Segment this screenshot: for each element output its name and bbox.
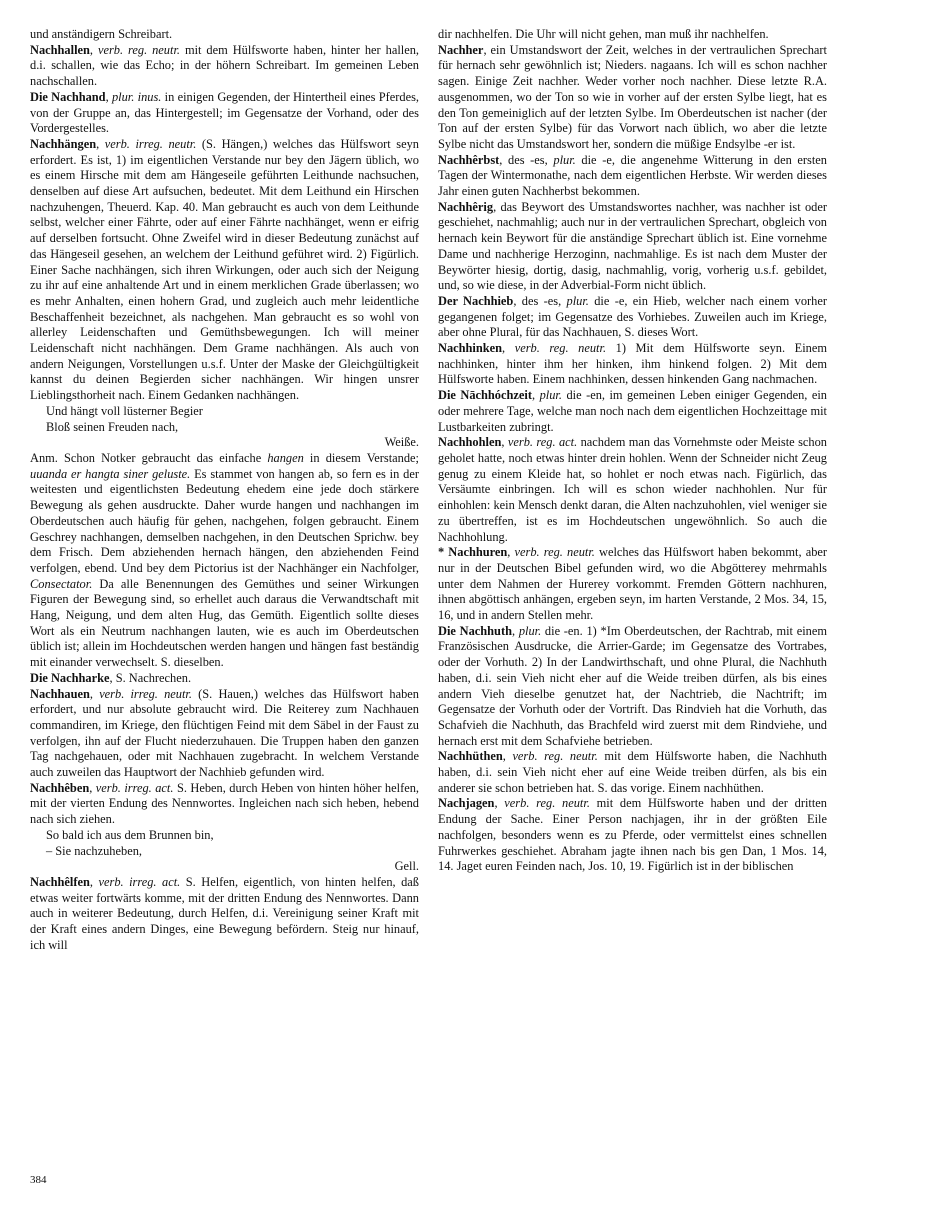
dictionary-entry	[30, 43, 419, 90]
entry-text: dir nachhelfen. Die Uhr will nicht gehen, man muß ihr nachhelfen.	[438, 27, 769, 41]
page-number: 384	[30, 1174, 47, 1186]
grammar-label: Consectator.	[30, 576, 93, 591]
entry-text: ,	[502, 341, 515, 356]
headword: Die Nāchhóchzeit	[438, 388, 532, 403]
headword: Der Nachhieb	[438, 293, 514, 308]
dictionary-entry	[438, 435, 827, 545]
headword: Nachher	[438, 42, 484, 57]
entry-text: S. Helfen, eigentlich, von hinten helfen, daß etwas weiter fortwärts komme, mit der dritten Endung des Nennwortes. Dann auch in weiterer Bedeutung, durch Helfen, d.i. Vereinigung seiner Kraft mit der Kraft eines andern Dinges, eine Bewegung befördern. Steig nur hinauf, ich will	[30, 874, 420, 952]
left-column	[30, 27, 419, 953]
entry-text: und anständigern Schreibart.	[30, 27, 173, 41]
entry-text: ,	[507, 545, 515, 560]
text-paragraph	[438, 27, 827, 43]
headword: Die Nachhand	[30, 89, 106, 104]
grammar-label: verb. reg. neutr.	[512, 749, 598, 764]
dictionary-entry	[438, 749, 827, 796]
entry-text: , ein Umstandswort der Zeit, welches in der vertraulichen Sprechart für hernach sehr gewöhnlich ist; Nieders. nagaans. Ich will es schon nachher sagen. Einige Zeit nachher. Weder vorher noch nachher. Diese letzte R.A. ausgenommen, wo der Ton so wie in vorher auf der ersten Sylbe liegt, hat es den Ton gemeiniglich auf der letzten Sylbe. Im Oberdeutschen ist nacher (der Ton auf der ersten Sylbe) für das Vorwort nach üblich, wo aber die letzte Sylbe nicht das Umstandswort her, sondern die müßige Endsylbe -er ist.	[438, 42, 827, 151]
entry-text: ,	[494, 796, 505, 811]
grammar-label: verb. reg. neutr.	[504, 796, 590, 811]
headword: Nachhêrig	[438, 199, 494, 214]
entry-text: in einigen Gegenden, der Hintertheil eines Pferdes, von der Gruppe an, das Hintergestell; im Gegensatze der Vorhand, oder des Vordergestelles.	[30, 89, 420, 136]
text-paragraph	[30, 451, 419, 671]
entry-text: Da alle Benennungen des Gemüthes und seiner Wirkungen Figuren der Bewegung sind, so erhellet auch daraus die Verwandtschaft mit Hang, Neigung, und dem alten Hug, das Gemüth. Eigentlich sollte dieses Wort als ein Neutrum nachhangen lauten, wie es auch im Oberdeutschen üblich ist; allein im Hochdeutschen werden hangen und hängen fast beständig mit einander verwechselt. S. dieselben.	[30, 576, 419, 670]
entry-text: Gell.	[394, 859, 419, 874]
entry-text: (S. Hauen,) welches das Hülfswort haben erfordert, und nur absolute gebraucht wird. Die Reiterey zum Nachhauen commandiren, im Kriege, den flüchtigen Feind mit dem Säbel in der Faust zu verfolgen, ihn auf der Flucht niederzuhauen. Die Truppen haben den ganzen Tag nachgehauen, oder mit Nachhauen zugebracht. In welchem Verstande auch zuweilen das Hauptwort der Nachhieb gefunden wird.	[30, 686, 419, 780]
grammar-label: plur.	[553, 152, 576, 167]
entry-text: ,	[511, 623, 519, 638]
entry-text: ,	[501, 435, 508, 450]
entry-text: S. Heben, durch Heben von hinten höher helfen, mit der vierten Endung des Nennwortes. Ingleichen nach sich heben, hebend nach sich ziehen.	[30, 780, 419, 827]
dictionary-entry	[438, 341, 827, 388]
entry-text: ,	[96, 136, 105, 151]
grammar-label: plur. inus.	[111, 89, 162, 104]
entry-text: ,	[89, 686, 100, 701]
headword: Nachhüthen	[438, 749, 503, 764]
dictionary-entry	[438, 43, 827, 153]
grammar-label: verb. irreg. neutr.	[99, 686, 192, 701]
verse-line	[30, 828, 419, 844]
entry-text: , des -es,	[499, 152, 554, 167]
entry-text: in diesem Verstande;	[303, 450, 419, 465]
dictionary-entry	[30, 687, 419, 781]
headword: Nachhêrbst	[438, 152, 500, 167]
entry-text: , das Beywort des Umstandswortes nachher, was nachher ist oder geschiehet, nachmahlig; auch nur in der vertraulichen Sprechart, obgleich von hernach kein Beywort für die anständige Sprechart üblich ist. Eine vornehme Dame und nachherige Herzoginn, nachmahlige. Es ist nach dem Muster der Beywörter hiesig, dortig, dasig, nachmahlig, vorig, vorherig u.s.f. gebildet, und, so wie diese, in der Adverbial-Form nicht üblich.	[438, 199, 827, 293]
dictionary-entry	[438, 796, 827, 875]
dictionary-entry	[438, 624, 827, 750]
headword: Nachhinken	[438, 341, 503, 356]
grammar-label: plur.	[566, 293, 589, 308]
entry-text: So bald ich aus dem Brunnen bin,	[46, 827, 214, 842]
headword: Nachhängen	[30, 136, 97, 151]
verse-line	[30, 420, 419, 436]
dictionary-entry	[438, 294, 827, 341]
grammar-label: verb. irreg. act.	[98, 874, 181, 889]
verse-line	[30, 404, 419, 420]
entry-text: Weiße.	[384, 435, 419, 450]
entry-text: Und hängt voll lüsterner Begier	[46, 403, 203, 418]
verse-line	[30, 844, 419, 860]
entry-text: mit dem Hülfsworte haben, hinter her hallen, d.i. schallen, wie das Echo; in der höhern Schreibart. Im gemeinen Leben nachschallen.	[30, 42, 419, 89]
entry-text: die -e, ein Hieb, welcher nach einem vorher gegangenen folget; im Gegensatze des Vorhiebes. Zuweilen auch im Kriege, aber ohne Plural, für das Nachhauen, S. dieses Wort.	[438, 293, 827, 340]
entry-text: – Sie nachzuheben,	[46, 843, 142, 858]
dictionary-entry	[438, 200, 827, 294]
grammar-label: uuanda er hangta siner geluste.	[30, 466, 191, 481]
headword: Nachjagen	[438, 796, 495, 811]
headword: Nachhohlen	[438, 435, 502, 450]
entry-text: Anm. Schon Notker gebraucht das einfache	[30, 450, 268, 465]
dictionary-entry	[438, 153, 827, 200]
dictionary-entry	[30, 90, 419, 137]
grammar-label: plur.	[539, 388, 562, 403]
entry-text: die -en, im gemeinen Leben einiger Gegenden, ein oder mehrere Tage, welche man noch nach dem eigentlichen Hochzeittage mit Lustbarkeiten zubringt.	[438, 388, 827, 434]
entry-text: ,	[105, 89, 112, 104]
dictionary-entry	[30, 781, 419, 828]
headword: Die Nachhuth	[438, 623, 512, 638]
entry-text: ,	[89, 780, 96, 795]
entry-text: mit dem Hülfsworte haben, die Nachhuth haben, d.i. sein Vieh nicht eher auf eine Weide treiben dürfen, als bis ein anderer sie schon betrieben hat. S. das vorige. Einem nachhüthen.	[438, 749, 827, 795]
entry-text: mit dem Hülfsworte haben und der dritten Endung der Sache. Einer Person nachjagen, ihr in der größten Eile nachfolgen, besonders wenn es zu Pferde, oder vermittelst eines schnellen Fuhrwerkes geschiehet. Abraham jagte ihnen nach bis gen Dan, 1 Mos. 14, 14. Jaget euren Feinden nach, Jos. 10, 19. Figürlich ist in der biblischen	[438, 796, 828, 874]
quote-attribution	[30, 435, 419, 451]
grammar-label: verb. irreg. neutr.	[104, 136, 197, 151]
entry-text: ,	[89, 874, 99, 889]
entry-text: die -en. 1) *Im Oberdeutschen, der Rachtrab, mit einem Französischen Ausdrucke, die Arrier-Garde; im Gegensatze des Vortrabes, oder der Vorhuth. 2) In der Landwirthschaft, und ohne Plural, die Nachhuth haben, d.i. sein Vieh nicht eher auf die Weide treiben dürfen, als bis eines andern Vieh dieselbe genutzet hat, der Nachtrieb, die Nachtrift; im Gegensatze der Vorhuth oder der Vortrift. Das Rindvieh hat die Vorhuth, das Schafvieh die Nachhuth, das Brachfeld wird zuerst mit dem Rindviehe, und hernach erst mit dem Schafviehe betrieben.	[438, 623, 827, 748]
headword: Nachhallen	[30, 42, 90, 57]
dictionary-entry	[438, 388, 827, 435]
right-column	[438, 27, 827, 875]
entry-text: Bloß seinen Freuden nach,	[46, 419, 179, 434]
grammar-label: verb. reg. neutr.	[97, 42, 180, 57]
entry-text: ,	[502, 749, 513, 764]
grammar-label: verb. reg. neutr.	[514, 545, 595, 560]
headword: Nachhauen	[30, 686, 90, 701]
entry-text: , S. Nachrechen.	[109, 670, 192, 685]
entry-text: , des -es,	[513, 293, 567, 308]
quote-attribution	[30, 859, 419, 875]
entry-text: nachdem man das Vornehmste oder Meiste schon geholet hatte, noch etwas hinter drein hohlen. Wenn der Schneider nicht Zeug genug zu einem Kleide hat, so hohlet er noch etwas nach. Figürlich, das Versäumte einbringen. Ich will es schon wieder nachhohlen. Nur für einhohlen: kein Mensch denkt daran, die Alten nachzuhohlen, viel weniger sie zu übertreffen, ist es im Hochdeutschen ungewöhnlich. So auch die Nachhohlung.	[438, 435, 827, 544]
entry-text: ,	[531, 388, 540, 403]
dictionary-entry	[30, 671, 419, 687]
dictionary-entry	[30, 137, 419, 404]
headword: Nachhêben	[30, 780, 90, 795]
grammar-label: verb. reg. act.	[507, 435, 578, 450]
grammar-label: verb. irreg. act.	[95, 780, 174, 795]
entry-text: (S. Hängen,) welches das Hülfswort seyn erfordert. Es ist, 1) im eigentlichen Verstande nur bey den Jägern üblich, wo es einem Hirsche mit dem am Hängeseile geführten Leithunde nachsuchen, denselben auf diese Art aufsuchen, bedeutet. Mit dem Leithund ein Hirschen nachzuhengen, Theuerd. Kap. 40. Man gebraucht es auch von dem Leithunde selbst, welcher einer Fährte, oder auf einer Fährte nachhänget, wenn er eifrig auf derselben fortsucht. Ohne Zweifel wird in dieser Bedeutung zunächst auf das Hängeseil gesehen, an welchem der Leithund geführet wird. 2) Figürlich. Einer Sache nachhängen, sich ihren Wirkungen, oder auch sich der Neigung zu ihr auf eine anhaltende Art und in einem merklichen Grade überlassen; wo es mehr Anhalten, einen hohern Grad, und zugleich auch mehr leidentliche Beschaffenheit bezeichnet, als nachgehen. Man gebraucht es so wohl von allerley Leidenschaften und Gemüthsbewegungen. Ich will meiner Leidenschaft nicht nachhängen. Dem Grame nachhängen. Als auch von andern Neigungen, Vorstellungen u.s.f. Unter der Maske der Gleichgültigkeit kannst du deinen Begierden sicher nachhängen. Wir hingen unsrer Lieblingsthorheit nach. Einem Gedanken nachhängen.	[30, 136, 420, 403]
grammar-label: hangen	[267, 450, 304, 465]
entry-text: 1) Mit dem Hülfsworte seyn. Einem nachhinken, hinter ihm her hinken, ihm hinkend folgen. 2) Mit dem Hülfsworte haben. Einem nachhinken, dessen hinkenden Gang nachmachen.	[438, 341, 827, 387]
dictionary-entry	[30, 875, 419, 954]
grammar-label: verb. reg. neutr.	[514, 341, 607, 356]
entry-text: die -e, die angenehme Witterung in den ersten Tagen der Wintermonathe, nach dem eigentlichen Herbste. Wir werden dieses Jahr einen guten Nachherbst bekommen.	[438, 152, 827, 199]
entry-text: welches das Hülfswort haben bekommt, aber nur in der Deutschen Bibel gefunden wird, wo die Abgötterey mehrmahls unter dem Nahmen der Hurerey vorkommt. Fremden Göttern nachhuren, ihnen abgöttisch anhängen, ergeben seyn, im harten Verstande, 2 Mos. 34, 15, 16, und in andern Stellen mehr.	[438, 545, 828, 623]
headword: * Nachhuren	[438, 545, 508, 560]
entry-text: ,	[89, 42, 98, 57]
grammar-label: plur.	[518, 623, 542, 638]
entry-text: Es stammet von hangen ab, so fern es in der weitesten und eigentlichsten Bedeutung ehedem eine jede doch stärkere Bewegung als gehen ausdruckte. Daher wurde hangen und nachhangen im Oberdeutschen auch häufig für gehen, nachgehen, folgen gebraucht. Einem Geschrey nachhangen, demselben nachgehen, in den Deutschen Sprichw. bey dem Frisch. Dem abziehenden hernach hängen, den abziehenden Feind verfolgen, ebend. Und bey dem Pictorius ist der Nachhänger ein Nachfolger,	[30, 466, 419, 575]
text-paragraph	[30, 27, 419, 43]
dictionary-entry	[438, 545, 827, 624]
headword: Die Nachharke	[30, 670, 110, 685]
headword: Nachhêlfen	[30, 874, 90, 889]
